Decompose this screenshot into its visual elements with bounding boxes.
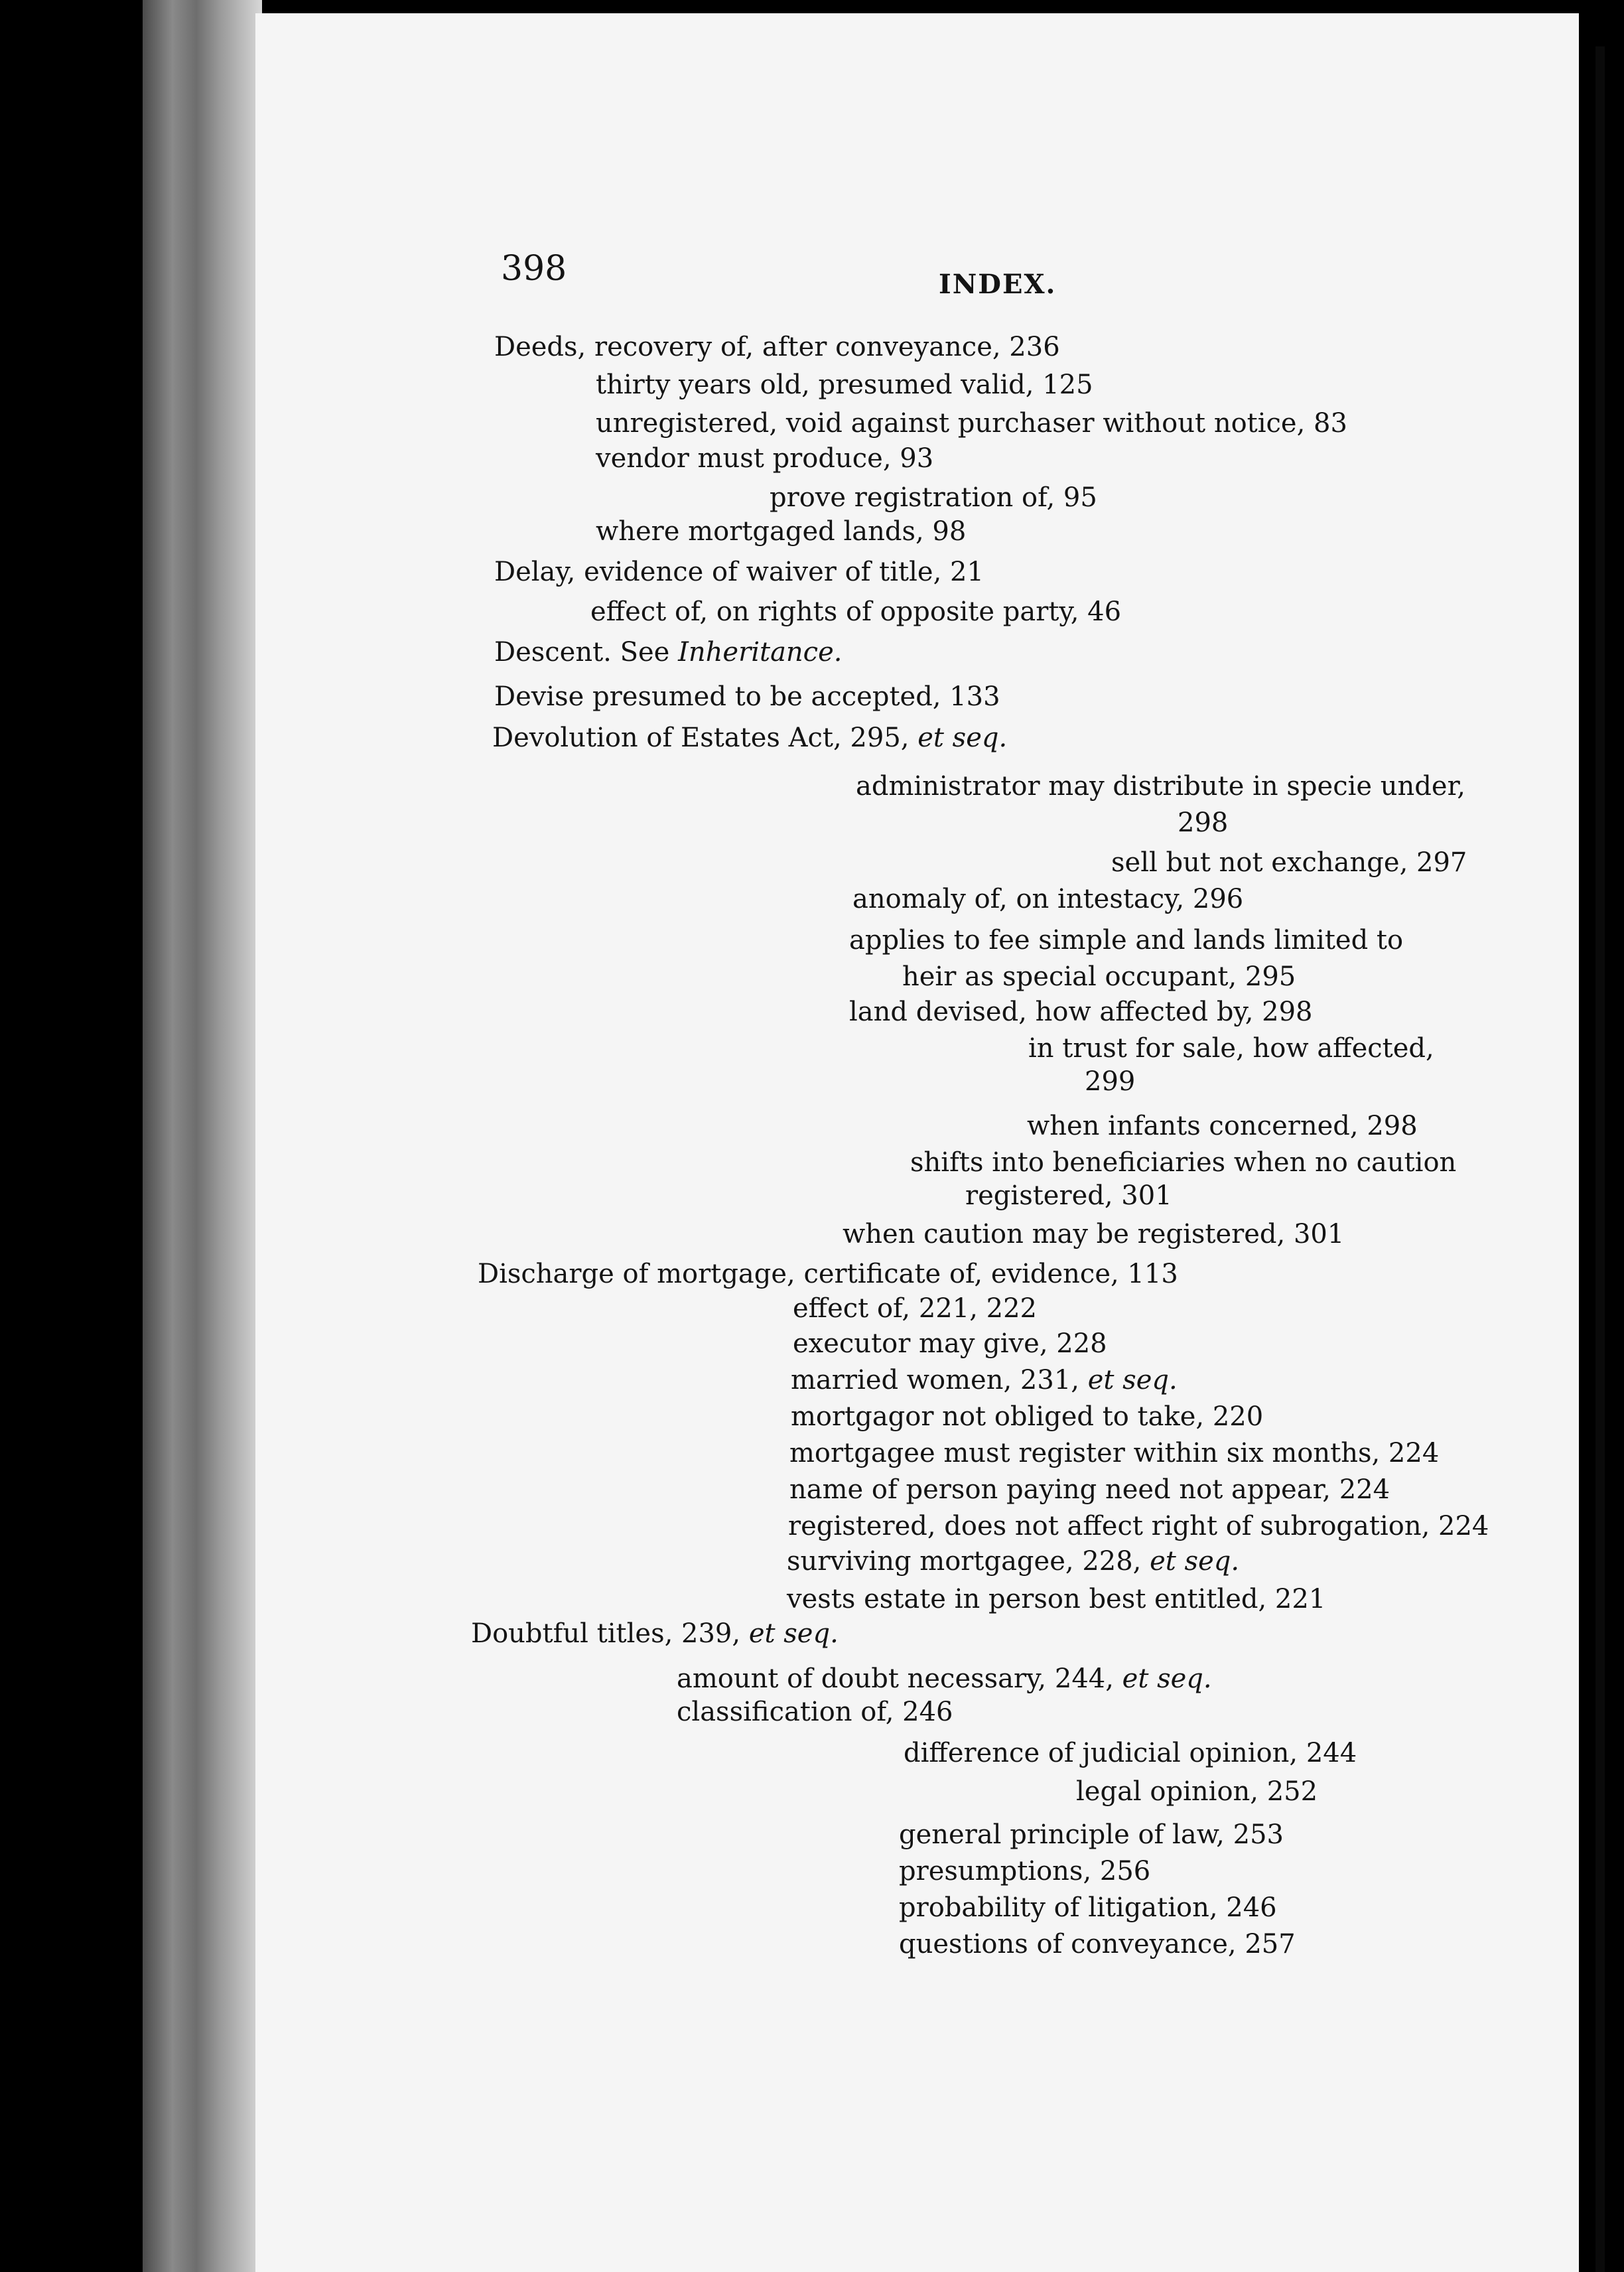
index-subentry: sell but not exchange, 297	[1111, 847, 1467, 878]
index-subentry: mortgagor not obliged to take, 220	[791, 1401, 1264, 1432]
index-subentry: where mortgaged lands, 98	[596, 516, 967, 547]
index-subentry: administrator may distribute in specie under,	[856, 771, 1466, 802]
index-subentry: anomaly of, on intestacy, 296	[852, 884, 1244, 914]
facing-page-edge	[1595, 46, 1605, 2272]
index-subentry: prove registration of, 95	[770, 482, 1097, 513]
index-subentry: in trust for sale, how affected,	[1028, 1033, 1434, 1064]
index-subentry: surviving mortgagee, 228, et seq.	[787, 1546, 1240, 1577]
index-subentry: vests estate in person best entitled, 221	[787, 1584, 1326, 1614]
index-subentry: when caution may be registered, 301	[843, 1219, 1345, 1249]
index-subentry: land devised, how affected by, 298	[849, 997, 1313, 1027]
index-subentry: general principle of law, 253	[899, 1819, 1284, 1850]
index-subentry: unregistered, void against purchaser without notice, 83	[596, 408, 1347, 439]
index-subentry: applies to fee simple and lands limited to	[849, 925, 1404, 956]
index-entry: Devise presumed to be accepted, 133	[494, 681, 1000, 712]
index-subentry: thirty years old, presumed valid, 125	[596, 370, 1093, 400]
index-subentry: executor may give, 228	[793, 1328, 1107, 1359]
index-subentry: heir as special occupant, 295	[902, 961, 1296, 992]
index-entry: Delay, evidence of waiver of title, 21	[494, 557, 984, 587]
index-subentry: 298	[1178, 808, 1229, 838]
index-subentry: difference of judicial opinion, 244	[904, 1738, 1357, 1768]
index-entry: Deeds, recovery of, after conveyance, 236	[494, 332, 1060, 362]
index-subentry: married women, 231, et seq.	[791, 1365, 1178, 1395]
index-subentry: amount of doubt necessary, 244, et seq.	[677, 1664, 1212, 1694]
running-head: INDEX.	[939, 269, 1057, 300]
page-number: 398	[501, 249, 567, 289]
index-subentry: legal opinion, 252	[1076, 1776, 1318, 1807]
index-entry: Devolution of Estates Act, 295, et seq.	[492, 723, 1008, 753]
index-subentry: vendor must produce, 93	[596, 443, 934, 474]
index-subentry: shifts into beneficiaries when no caution	[910, 1147, 1457, 1178]
index-subentry: registered, does not affect right of subrogation, 224	[788, 1511, 1489, 1541]
index-entry: Descent. See Inheritance.	[494, 637, 843, 668]
index-subentry: effect of, on rights of opposite party, 46	[590, 597, 1122, 627]
index-subentry: 299	[1085, 1066, 1136, 1097]
index-entry: Doubtful titles, 239, et seq.	[471, 1618, 839, 1649]
index-subentry: probability of litigation, 246	[899, 1892, 1277, 1923]
index-subentry: effect of, 221, 222	[793, 1293, 1037, 1324]
index-subentry: presumptions, 256	[899, 1856, 1151, 1886]
index-subentry: mortgagee must register within six months, 224	[789, 1438, 1440, 1468]
index-subentry: name of person paying need not appear, 224	[789, 1474, 1390, 1505]
book-page-edges	[143, 0, 262, 2272]
index-subentry: registered, 301	[965, 1180, 1172, 1211]
index-entry: Discharge of mortgage, certificate of, evidence, 113	[478, 1259, 1178, 1289]
index-subentry: questions of conveyance, 257	[899, 1929, 1296, 1959]
index-subentry: classification of, 246	[677, 1697, 953, 1727]
index-subentry: when infants concerned, 298	[1027, 1111, 1418, 1141]
